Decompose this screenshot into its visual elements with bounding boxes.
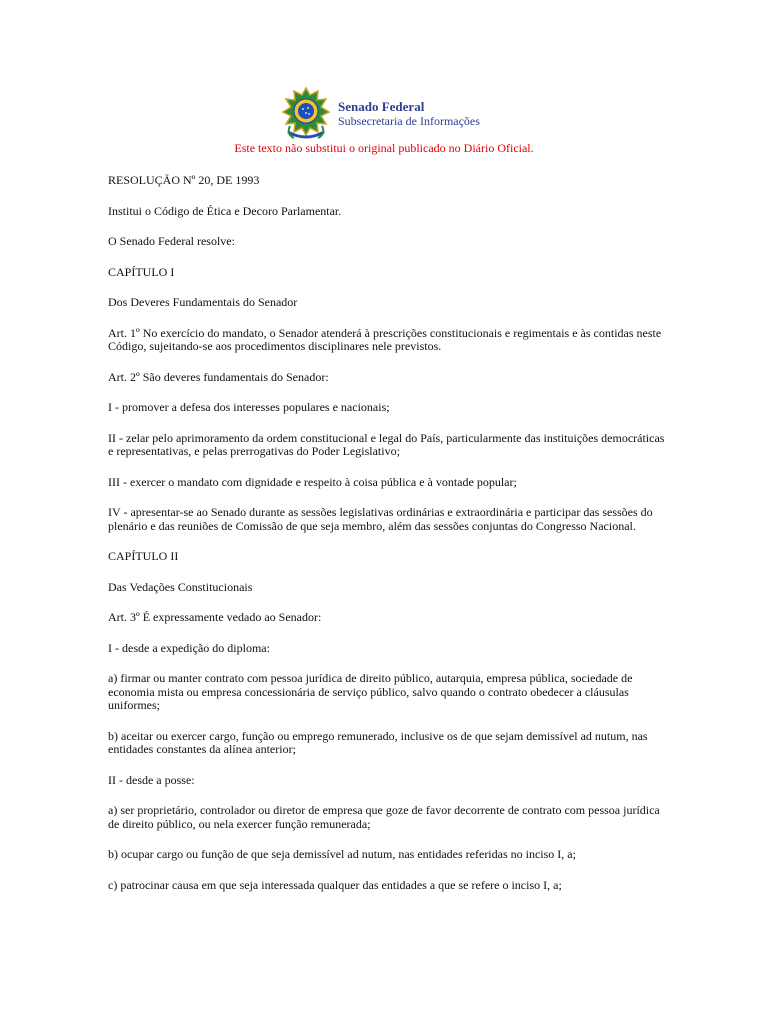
subitem-paragraph: a) ser proprietário, controlador ou diretor de empresa que goze de favor decorrente de contrato com pessoa jurídica de direito público, ou nela exercer função remunerada; xyxy=(108,803,660,831)
disclaimer-notice: Este texto não substitui o original publicado no Diário Oficial. xyxy=(234,141,534,155)
coat-of-arms-icon xyxy=(280,86,332,142)
resolution-title: RESOLUÇÃO Nº 20, DE 1993 xyxy=(108,173,260,187)
article-paragraph: Art. 3º É expressamente vedado ao Senador: xyxy=(108,610,322,624)
subitem-paragraph: c) patrocinar causa em que seja interessada qualquer das entidades a que se refere o inciso I, a; xyxy=(108,877,562,892)
header xyxy=(280,86,480,142)
subitem-paragraph: b) aceitar ou exercer cargo, função ou emprego remunerado, inclusive os de que sejam demissível ad nutum, nas entidades constantes da alínea anterior; xyxy=(108,728,648,756)
resolution-summary: Institui o Código de Ética e Decoro Parlamentar. xyxy=(108,203,342,218)
chapter-title: Dos Deveres Fundamentais do Senador xyxy=(108,295,298,309)
item-paragraph: I - promover a defesa dos interesses populares e nacionais; xyxy=(108,400,390,414)
item-paragraph: III - exercer o mandato com dignidade e respeito à coisa pública e à vontade popular; xyxy=(108,474,517,489)
header-text xyxy=(338,99,480,129)
subitem-paragraph: b) ocupar cargo ou função de que seja demissível ad nutum, nas entidades referidas no inciso I, a; xyxy=(108,847,576,861)
org-subtitle: Subsecretaria de Informações xyxy=(338,114,480,128)
article-paragraph: Art. 2º São deveres fundamentais do Senador: xyxy=(108,369,329,384)
chapter-heading: CAPÍTULO II xyxy=(108,549,179,563)
enactment-clause: O Senado Federal resolve: xyxy=(108,234,235,248)
item-paragraph: II - zelar pelo aprimoramento da ordem constitucional e legal do País, particularmente das instituições democráticas e representativas, e pelas prerrogativas do Poder Legislativo; xyxy=(108,430,665,458)
article-paragraph: Art. 1º No exercício do mandato, o Senador atenderá à prescrições constitucionais e regimentais e às contidas neste Código, sujeitando-se aos procedimentos disciplinares nele previstos. xyxy=(108,325,662,353)
document-body xyxy=(108,174,668,892)
chapter-heading: CAPÍTULO I xyxy=(108,264,175,279)
item-paragraph: IV - apresentar-se ao Senado durante as sessões legislativas ordinárias e extraordinária e participar das sessões do plenário e das reuniões de Comissão de que seja membro, além das sessões conjuntas do Congresso Nacional. xyxy=(108,505,653,533)
item-paragraph: I - desde a expedição do diploma: xyxy=(108,640,270,655)
chapter-title: Das Vedações Constitucionais xyxy=(108,579,253,594)
subitem-paragraph: a) firmar ou manter contrato com pessoa jurídica de direito público, autarquia, empresa pública, sociedade de economia mista ou empresa concessionária de serviço público, salvo quando o contrato obedecer a cláusulas uniformes; xyxy=(108,671,633,712)
item-paragraph: II - desde a posse: xyxy=(108,772,195,787)
org-name: Senado Federal xyxy=(338,99,425,114)
